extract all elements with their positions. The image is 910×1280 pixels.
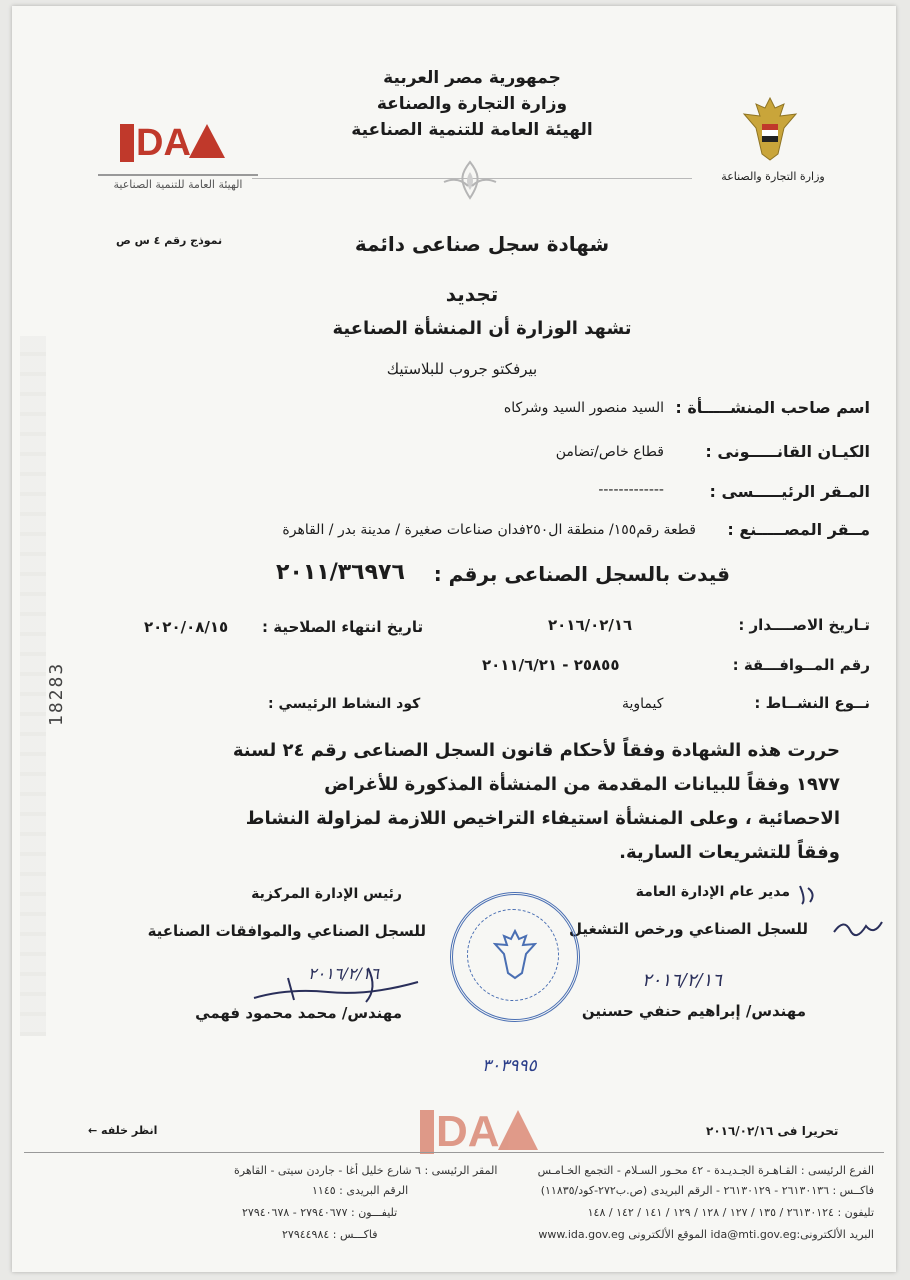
facility-name: بيرفكتو جروب للبلاستيك bbox=[386, 360, 538, 378]
branch-line-2: فاكــس : ٢٦١٣٠١٣٦ - ٢٦١٣٠١٢٩ - الرقم البريدى (ص.ب٢٧٢-كود/١١٨٣٥) bbox=[540, 1184, 874, 1197]
left-security-strip bbox=[20, 336, 46, 1036]
statement-line-3: الاحصائية ، وعلى المنشأة استيفاء التراخيص اللازمة لمزاولة النشاط bbox=[245, 808, 840, 829]
branch-line-3: تليفون : ٢٦١٣٠١٢٤ / ١٣٥ / ١٢٧ / ١٢٨ / ١٢٩ / ١٤١ / ١٤٢ / ١٤٨ bbox=[587, 1206, 874, 1219]
right-signatory-title-1: مدير عام الإدارة العامة bbox=[635, 884, 790, 900]
headquarters-value: ------------- bbox=[598, 482, 664, 498]
issued-at: تحريرا فى ٢٠١٦/٠٢/١٦ bbox=[706, 1124, 839, 1138]
footer-ida-logo: DA bbox=[420, 1110, 538, 1154]
activity-type-value: كيماوية bbox=[622, 696, 664, 712]
activity-code-label: كود النشاط الرئيسي : bbox=[268, 696, 421, 712]
certificate-title: شهادة سجل صناعى دائمة bbox=[354, 232, 610, 256]
stamp-eagle-icon bbox=[493, 929, 537, 981]
issue-date-value: ٢٠١٦/٠٢/١٦ bbox=[548, 616, 633, 634]
ida-logo: DA bbox=[120, 124, 225, 162]
registration-number: ٢٠١١/٣٦٩٧٦ bbox=[276, 560, 405, 585]
certificate-intro: تشهد الوزارة أن المنشأة الصناعية bbox=[332, 318, 632, 339]
approval-number-value: ٢٥٨٥٥ - ٢٠١١/٦/٢١ bbox=[482, 656, 620, 674]
branch-contact-line[interactable]: البريد الألكترونى:ida@mti.gov.eg الموقع الألكترونى www.ida.gov.eg bbox=[538, 1228, 874, 1241]
serial-number: 18283 bbox=[46, 661, 67, 726]
hq-line-4: فاكـــس : ٢٧٩٤٤٩٨٤ bbox=[282, 1228, 378, 1241]
republic-heading: جمهورية مصر العربية bbox=[383, 68, 561, 88]
see-back-note[interactable]: انظر خلفه ← bbox=[88, 1124, 158, 1137]
right-signatory-name: مهندس/ إبراهيم حنفي حسنين bbox=[581, 1002, 806, 1020]
right-signature-mark bbox=[830, 914, 886, 940]
certificate-subtitle: تجديد bbox=[445, 282, 499, 306]
right-handwritten-date: ٢٠١٦/٢/١٦ bbox=[642, 970, 722, 991]
approval-number-label: رقم المــوافـــقة : bbox=[732, 656, 870, 674]
authority-heading: الهيئة العامة للتنمية الصناعية bbox=[351, 120, 593, 140]
form-number: نموذج رقم ٤ س ص bbox=[116, 234, 223, 247]
activity-type-label: نــوع النشــاط : bbox=[754, 694, 870, 712]
left-signatory-name: مهندس/ محمد محمود فهمي bbox=[195, 1004, 402, 1022]
statement-line-1: حررت هذه الشهادة وفقاً لأحكام قانون السجل الصناعى رقم ٢٤ لسنة bbox=[232, 740, 840, 761]
ornament-icon bbox=[440, 158, 500, 202]
expiry-date-value: ٢٠٢٠/٠٨/١٥ bbox=[144, 618, 229, 636]
expiry-date-label: تاريخ انتهاء الصلاحية : bbox=[262, 618, 424, 636]
footer-divider bbox=[24, 1152, 884, 1153]
official-stamp bbox=[450, 892, 580, 1022]
hq-line-2: الرقم البريدى : ١١٤٥ bbox=[312, 1184, 409, 1197]
left-signatory-title-2: للسجل الصناعي والموافقات الصناعية bbox=[147, 922, 426, 940]
legal-entity-value: قطاع خاص/تضامن bbox=[555, 444, 664, 460]
left-signatory-title-1: رئيس الإدارة المركزية bbox=[251, 886, 402, 902]
certificate-page bbox=[12, 6, 896, 1272]
left-handwritten-date: ٢٠١٦/٢/١٦ bbox=[308, 964, 379, 983]
hq-line-3: تليفـــون : ٢٧٩٤٠٦٧٧ - ٢٧٩٤٠٦٧٨ bbox=[242, 1206, 398, 1219]
eagle-caption: وزارة التجارة والصناعة bbox=[721, 170, 825, 183]
owner-value: السيد منصور السيد وشركاه bbox=[503, 400, 664, 416]
initials-mark bbox=[796, 882, 818, 906]
branch-line-1: الفرع الرئيسى : القـاهـرة الجـديـدة - ٤٢ محـور السـلام - التجمع الخـامـس bbox=[537, 1164, 874, 1177]
issue-date-label: تـاريخ الاصــــدار : bbox=[738, 616, 870, 634]
legal-entity-label: الكيـان القانـــــونى : bbox=[705, 442, 870, 461]
left-signature-mark bbox=[248, 958, 428, 1010]
ida-caption: الهيئة العامة للتنمية الصناعية bbox=[98, 174, 258, 191]
registration-label: قيدت بالسجل الصناعى برقم : bbox=[433, 562, 730, 586]
ministry-heading: وزارة التجارة والصناعة bbox=[376, 94, 568, 114]
stamp-handwritten-number: ٣٠٣٩٩٥ bbox=[482, 1056, 537, 1076]
owner-label: اسم صاحب المنشـــــأة : bbox=[675, 398, 870, 417]
headquarters-label: المـقر الرئيـــــسى : bbox=[709, 482, 870, 501]
factory-location-label: مــقر المصـــــنع : bbox=[727, 520, 870, 539]
statement-line-4: وفقاً للتشريعات السارية. bbox=[619, 842, 840, 863]
statement-line-2: ١٩٧٧ وفقاً للبيانات المقدمة من المنشأة المذكورة للأغراض bbox=[324, 774, 840, 795]
factory-location-value: قطعة رقم١٥٥/ منطقة ال٢٥٠فدان صناعات صغيرة / مدينة بدر / القاهرة bbox=[282, 522, 696, 538]
right-signatory-title-2: للسجل الصناعي ورخص التشغيل bbox=[569, 920, 808, 938]
hq-line-1: المقر الرئيسى : ٦ شارع خليل أغا - جاردن سيتى - القاهرة bbox=[234, 1164, 498, 1177]
eagle-emblem-icon bbox=[740, 94, 800, 166]
